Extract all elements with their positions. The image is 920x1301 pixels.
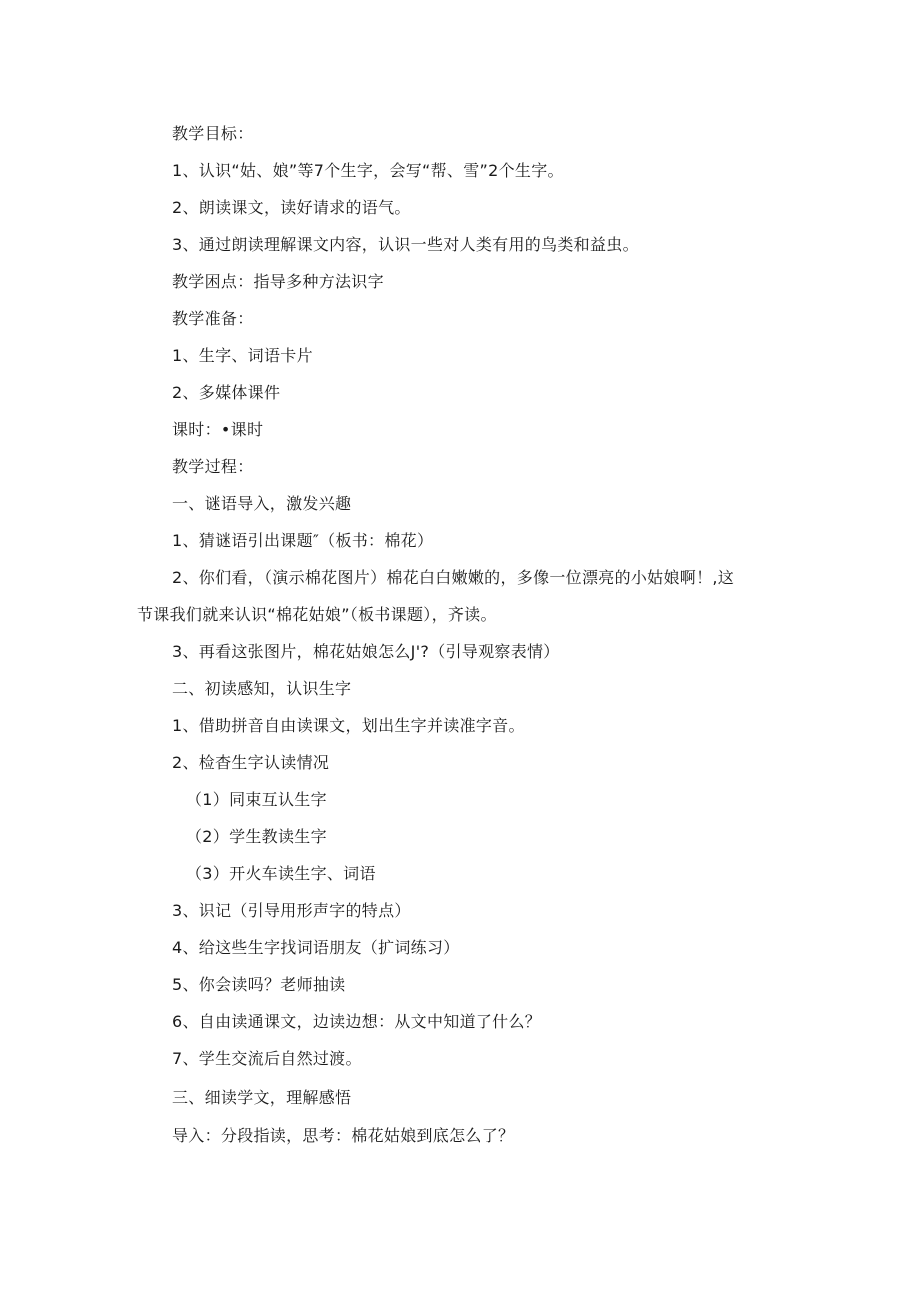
step-1-item-1: 1、猜谜语引出课题″（板书：棉花）: [172, 531, 434, 550]
step-2-item-5: 5、你会读吗？老师抽读: [172, 975, 346, 994]
preparation-item-1: 1、生字、词语卡片: [172, 346, 313, 365]
step-heading-1: 一、谜语导入，激发兴趣: [172, 494, 352, 513]
objective-item-1: 1、认识“姑、娘”等7个生字，会写“帮、雪”2个生字。: [172, 161, 564, 180]
step-2-item-7: 7、学生交流后自然过渡。: [172, 1049, 362, 1068]
step-1-item-2-continued: 节课我们就来认识“棉花姑娘”（板书课题），齐读。: [137, 605, 497, 624]
step-1-item-2: 2、你们看，（演示棉花图片）棉花白白嫩嫩的，多像一位漂亮的小姑娘啊！,这: [172, 568, 735, 587]
class-hours-line: 课时：•课时: [172, 420, 264, 439]
step-1-item-3: 3、再看这张图片，棉花姑娘怎么J'?（引导观察表情）: [172, 642, 560, 661]
step-heading-3: 三、细读学文，理解感悟: [172, 1088, 352, 1107]
preparation-item-2: 2、多媒体课件: [172, 383, 281, 402]
section-heading-objectives: 教学目标：: [172, 124, 254, 143]
objective-item-3: 3、通过朗读理解课文内容，认识一些对人类有用的鸟类和益虫。: [172, 235, 639, 254]
step-2-subitem-1: （1）同束互认生字: [186, 790, 327, 809]
step-2-item-6: 6、自由读通课文，边读边想：从文中知道了什么？: [172, 1012, 542, 1031]
section-heading-process: 教学过程：: [172, 457, 254, 476]
section-heading-preparation: 教学准备：: [172, 309, 254, 328]
step-2-subitem-2: （2）学生教读生字: [186, 827, 327, 846]
step-2-item-4: 4、给这些生字找词语朋友（扩词练习）: [172, 938, 460, 957]
step-heading-2: 二、初读感知，认识生字: [172, 679, 352, 698]
objective-item-2: 2、朗读课文，读好请求的语气。: [172, 198, 411, 217]
step-2-item-1: 1、借助拼音自由读课文，划出生字并读准字音。: [172, 716, 525, 735]
step-2-subitem-3: （3）开火车读生字、词语: [186, 864, 376, 883]
difficulty-line: 教学困点：指导多种方法识字: [172, 272, 384, 291]
step-3-intro: 导入：分段指读，思考：棉花姑娘到底怎么了？: [172, 1126, 515, 1145]
step-2-item-3: 3、识记（引导用形声字的特点）: [172, 901, 411, 920]
step-2-item-2: 2、检杳生字认读情况: [172, 753, 330, 772]
